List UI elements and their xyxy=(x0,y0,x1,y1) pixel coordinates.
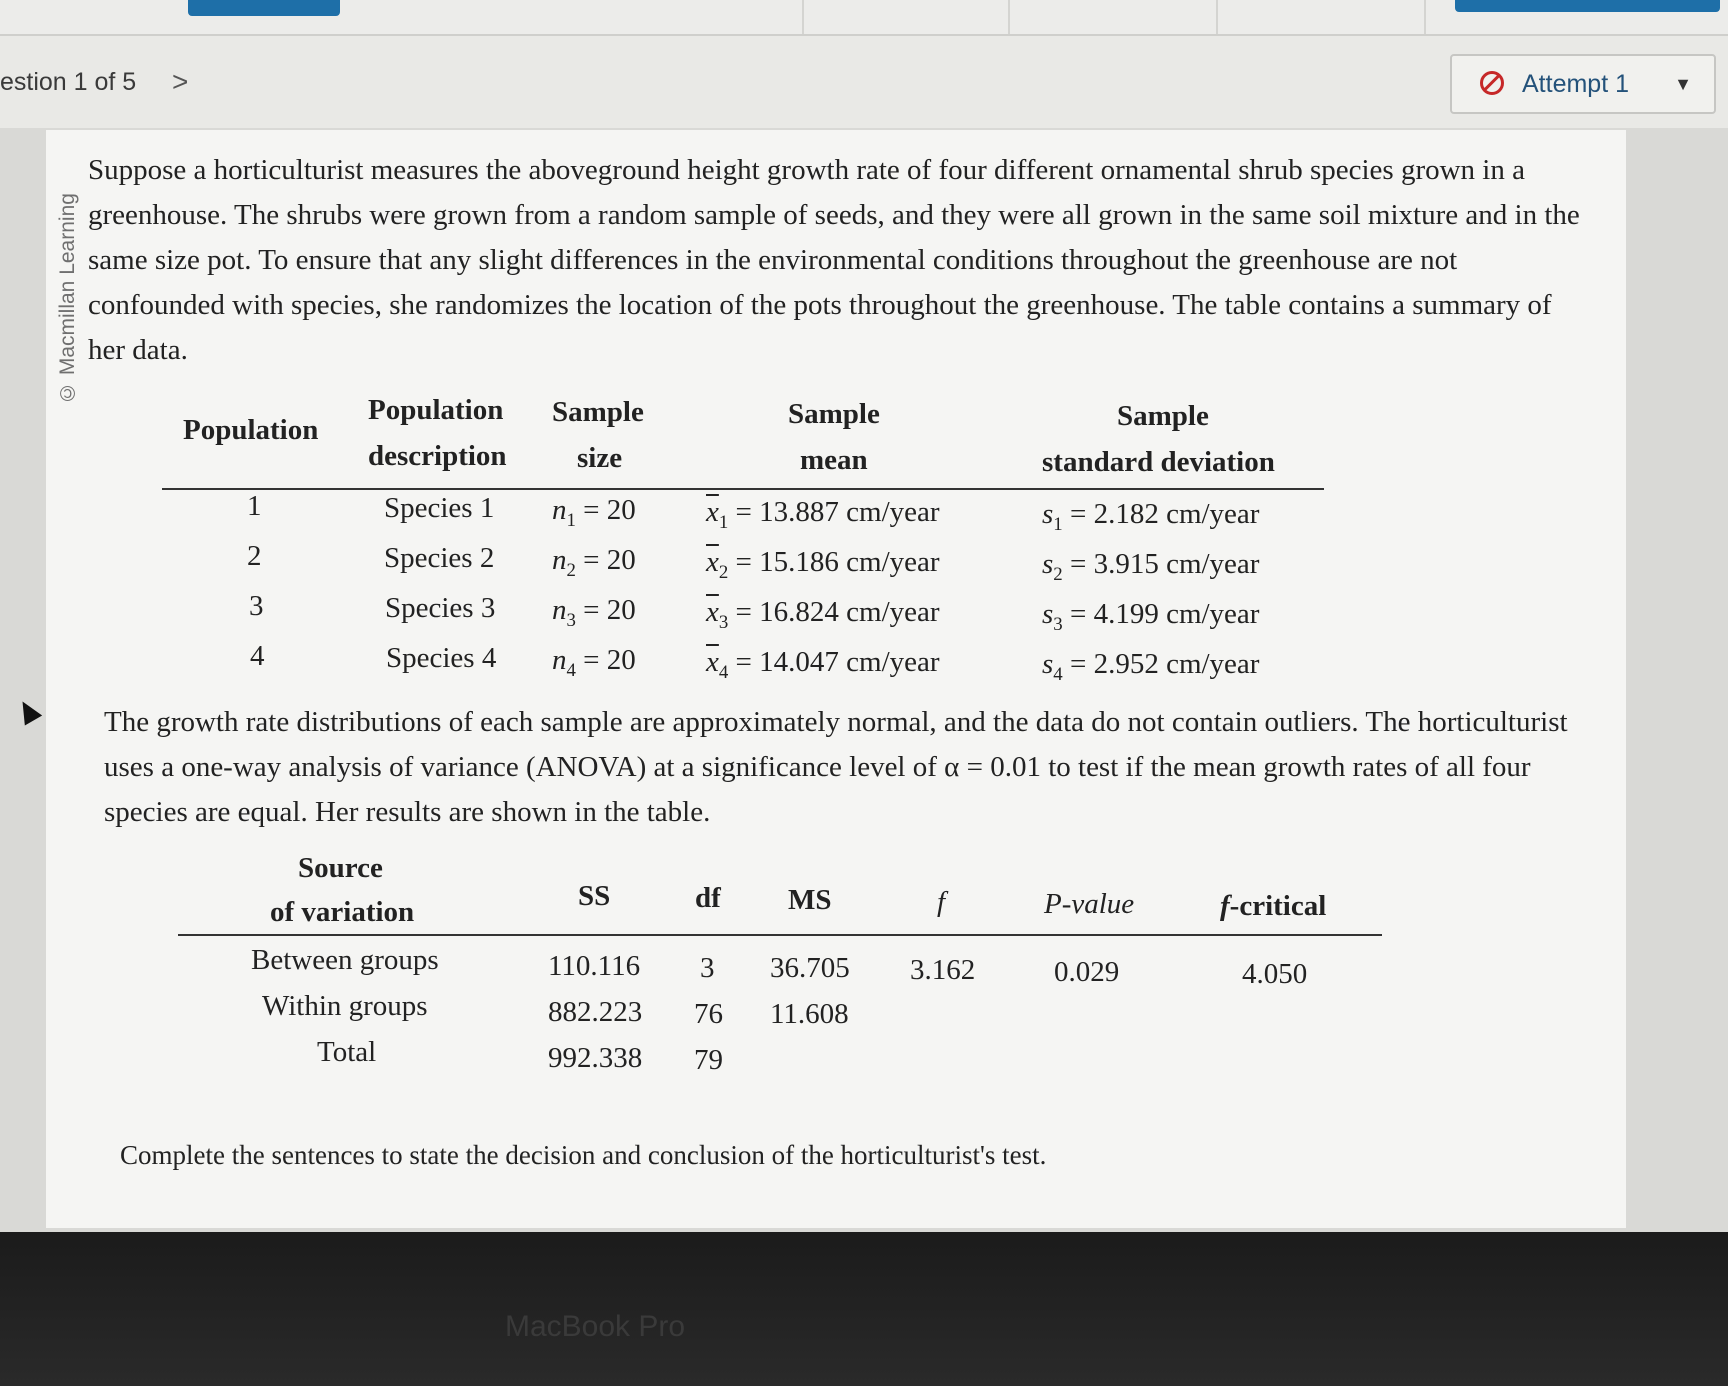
header-f-critical: f-critical xyxy=(1220,890,1327,922)
header-sample-size: size xyxy=(577,442,623,474)
header-ss: SS xyxy=(578,880,611,912)
instruction-text: Complete the sentences to state the decision and conclusion of the horticulturist's test. xyxy=(120,1140,1047,1170)
middle-line: species are equal. Her results are shown in the table. xyxy=(104,796,711,828)
toolbar-divider xyxy=(1008,0,1010,34)
table-cell-source: Within groups xyxy=(262,990,428,1022)
table-cell-ss: 110.116 xyxy=(548,950,641,982)
table-cell-ss: 882.223 xyxy=(548,996,643,1028)
table-cell-sample-sd: $s_4 = 2.952$ cm/year xyxy=(1042,648,1260,685)
table-cell-sample-sd: $s_1 = 2.182$ cm/year xyxy=(1042,498,1260,535)
intro-line: her data. xyxy=(88,334,188,366)
header-df: df xyxy=(695,882,721,914)
header-sample-sd: standard deviation xyxy=(1042,446,1275,478)
table-cell-population: 4 xyxy=(250,640,265,672)
toolbar-divider xyxy=(802,0,804,34)
table-cell-population: 3 xyxy=(249,590,264,622)
table-cell-population: 1 xyxy=(247,490,262,522)
header-p-value: P-value xyxy=(1044,888,1135,920)
header-source: Source xyxy=(298,852,383,884)
mouse-pointer-icon xyxy=(14,696,42,725)
table-cell-sample-size: $n_4 = 20$ xyxy=(552,644,636,681)
table-cell-source: Between groups xyxy=(251,944,439,976)
header-population: Population xyxy=(183,414,319,446)
table-cell-sample-size: $n_3 = 20$ xyxy=(552,594,636,631)
table-cell-source: Total xyxy=(317,1036,377,1068)
header-sample-mean: mean xyxy=(800,444,868,476)
table-cell-ms: 11.608 xyxy=(770,998,849,1030)
table-cell-description: Species 4 xyxy=(386,642,497,674)
intro-line: Suppose a horticulturist measures the aboveground height growth rate of four different ornamental shrub species grown in a xyxy=(88,154,1525,186)
next-question-chevron-icon[interactable]: > xyxy=(172,66,189,97)
intro-paragraph xyxy=(88,148,1678,373)
middle-line: uses a one-way analysis of variance (ANOVA) at a significance level of α = 0.01 to test if the mean growth rates of all four xyxy=(104,751,1531,783)
header-f: f xyxy=(937,886,946,918)
toolbar-divider xyxy=(1424,0,1426,34)
intro-line: greenhouse. The shrubs were grown from a random sample of seeds, and they were all grown in the same soil mixture and in the xyxy=(88,199,1580,231)
table-cell-sample-sd: $s_2 = 3.915$ cm/year xyxy=(1042,548,1260,585)
header-rule xyxy=(162,488,1324,490)
tab-accent[interactable] xyxy=(188,0,340,16)
header-description: Population xyxy=(368,394,504,426)
table-cell-ms: 36.705 xyxy=(770,952,850,984)
middle-line: The growth rate distributions of each sample are approximately normal, and the data do not contain outliers. The horticulturist xyxy=(104,706,1568,738)
middle-paragraph xyxy=(104,700,1624,835)
question-counter: estion 1 of 5 xyxy=(0,68,137,96)
laptop-brand-label: MacBook Pro xyxy=(505,1310,686,1343)
table-cell-f-critical: 4.050 xyxy=(1242,958,1308,990)
table-cell-sample-mean: $\overline{x}_3 = 16.824$ cm/year xyxy=(706,596,940,633)
table-cell-description: Species 1 xyxy=(384,492,495,524)
table-cell-sample-mean: $\overline{x}_1 = 13.887$ cm/year xyxy=(706,496,940,533)
table-cell-description: Species 2 xyxy=(384,542,495,574)
laptop-bezel xyxy=(0,1232,1728,1386)
header-description: description xyxy=(368,440,507,472)
intro-line: same size pot. To ensure that any slight differences in the environmental conditions throughout the greenhouse are not xyxy=(88,244,1458,276)
table-cell-p-value: 0.029 xyxy=(1054,956,1120,988)
tab-accent[interactable] xyxy=(1455,0,1720,12)
table-cell-ss: 992.338 xyxy=(548,1042,643,1074)
table-cell-sample-sd: $s_3 = 4.199$ cm/year xyxy=(1042,598,1260,635)
header-source: of variation xyxy=(270,896,415,928)
toolbar-divider xyxy=(1216,0,1218,34)
attempt-dropdown[interactable] xyxy=(1450,54,1716,114)
no-entry-icon xyxy=(1480,71,1504,95)
attempt-label: Attempt 1 xyxy=(1522,70,1629,98)
table-cell-sample-size: $n_2 = 20$ xyxy=(552,544,636,581)
table-cell-df: 79 xyxy=(694,1044,723,1076)
header-sample-size: Sample xyxy=(552,396,644,428)
table-cell-population: 2 xyxy=(247,540,262,572)
table-cell-df: 3 xyxy=(700,952,715,984)
browser-top-strip xyxy=(0,0,1728,36)
table-cell-f: 3.162 xyxy=(910,954,976,986)
copyright-watermark: © Macmillan Learning xyxy=(56,193,79,404)
header-rule xyxy=(178,934,1382,936)
intro-line: confounded with species, she randomizes the location of the pots throughout the greenhouse. The table contains a summary of xyxy=(88,289,1552,321)
table-cell-df: 76 xyxy=(694,998,723,1030)
table-cell-sample-mean: $\overline{x}_4 = 14.047$ cm/year xyxy=(706,646,940,683)
header-ms: MS xyxy=(788,884,832,916)
table-cell-description: Species 3 xyxy=(385,592,496,624)
caret-down-icon: ▼ xyxy=(1674,74,1692,94)
header-sample-sd: Sample xyxy=(1117,400,1209,432)
table-cell-sample-size: $n_1 = 20$ xyxy=(552,494,636,531)
question-header xyxy=(0,36,1728,128)
table-cell-sample-mean: $\overline{x}_2 = 15.186$ cm/year xyxy=(706,546,940,583)
header-sample-mean: Sample xyxy=(788,398,880,430)
